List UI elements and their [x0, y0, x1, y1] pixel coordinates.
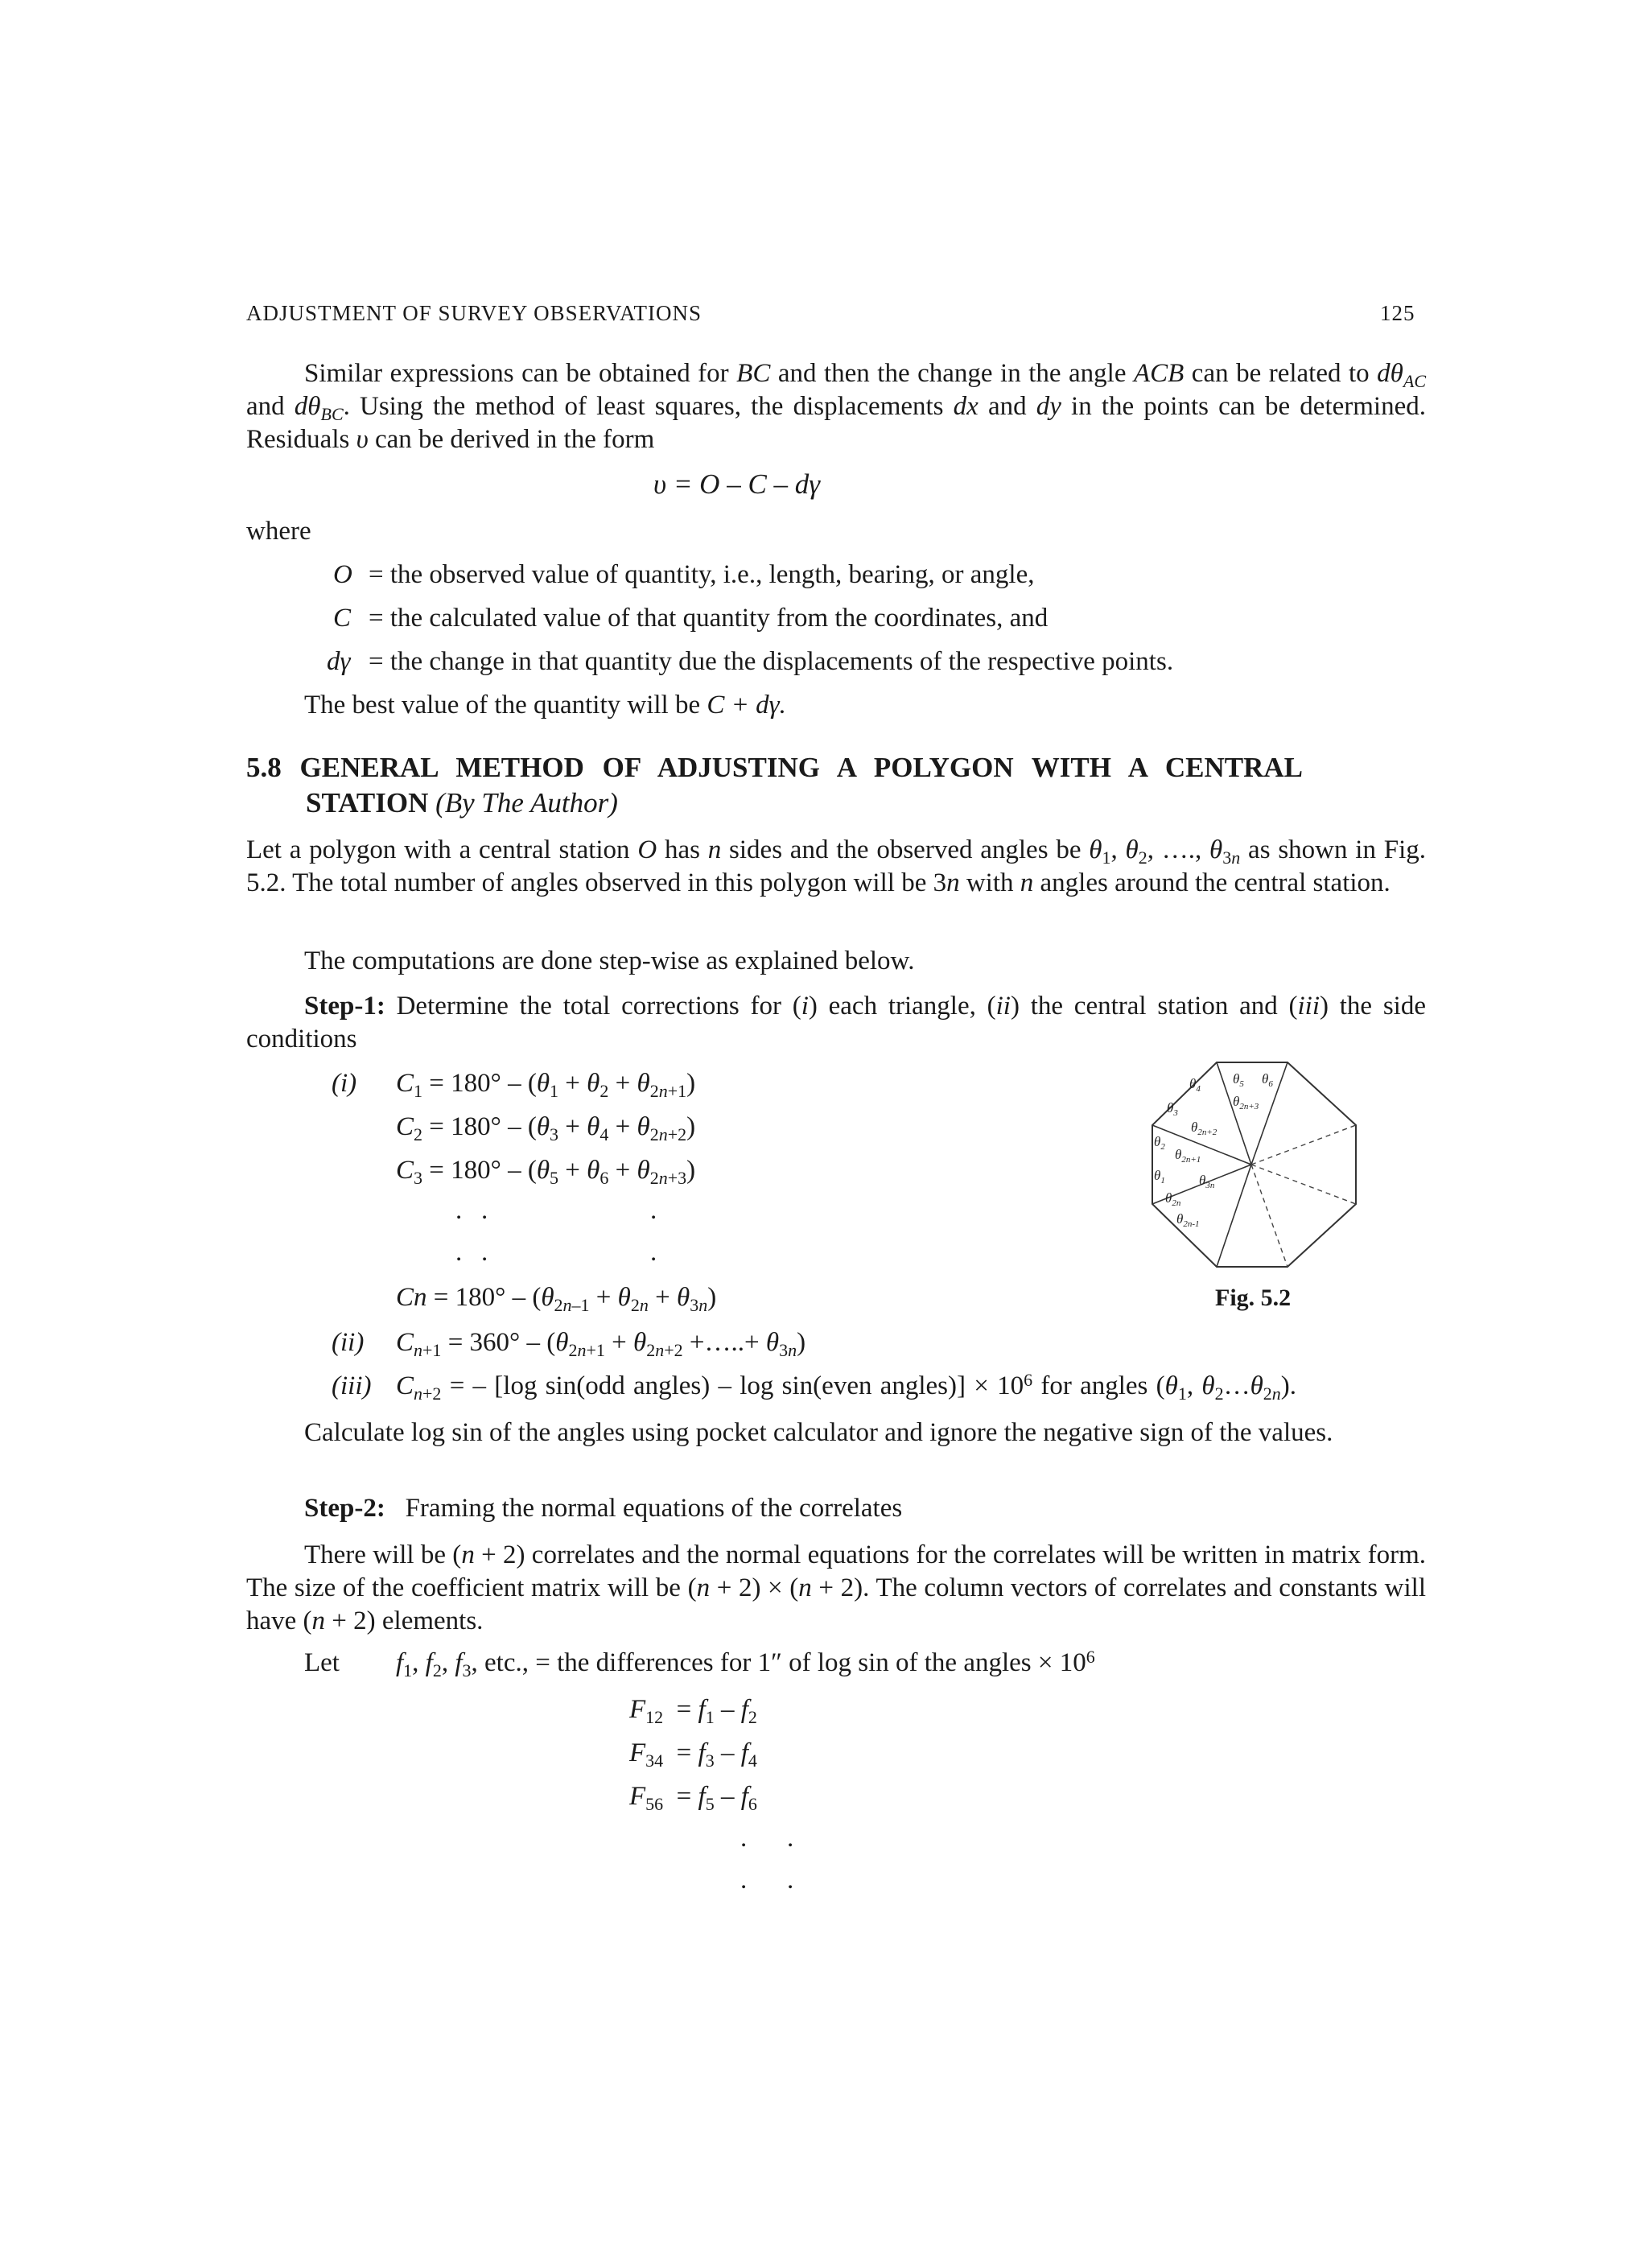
ellipsis-dot: . [740, 1866, 748, 1895]
section-heading: 5.8 GENERAL METHOD OF ADJUSTING A POLYGON WITH A CENTRAL [246, 752, 1303, 783]
def-C-text: = the calculated value of that quantity from the coordinates, and [369, 604, 1049, 633]
step1-paragraph: Step-1: Determine the total corrections for (i) each triangle, (ii) the central station and (iii) the side conditions [246, 992, 1426, 1054]
spoke-dashed [1251, 1165, 1288, 1267]
ellipsis-dot: . [787, 1866, 794, 1895]
angle-label-theta5: $\theta_5$ [1233, 1071, 1244, 1089]
equation-Cn: $Cn = 180^\circ - (\theta_{2n-1} + \theta_{2n} + \theta_{3n})$ [396, 1283, 717, 1315]
angle-label-theta2: $\theta_2$ [1154, 1134, 1165, 1152]
equation-C2: $C_2 = 180^\circ - (\theta_3 + \theta_4 + \theta_{2n+2})$ [396, 1112, 696, 1144]
calc-note-paragraph: Calculate log sin of the angles using pocket calculator and ignore the negative sign of the values. [304, 1418, 1333, 1447]
spoke-solid [1217, 1165, 1251, 1267]
page-number: 125 [1380, 301, 1415, 325]
section-heading-line2: STATION (By The Author) [306, 787, 618, 819]
angle-label-theta2n-1: $\theta_{2n-1}$ [1176, 1211, 1200, 1229]
equation-F34: $F_{34} = f_3 - f_4$ [629, 1738, 757, 1771]
ellipsis-dot: . [455, 1238, 463, 1267]
ellipsis-dot: . [650, 1196, 657, 1225]
angle-label-theta4: $\theta_4$ [1189, 1076, 1201, 1094]
angle-label-theta3: $\theta_3$ [1167, 1100, 1178, 1118]
def-C-symbol: C [333, 604, 352, 633]
residual-equation: υ = O – C – dγ [653, 468, 821, 500]
computations-sentence: The computations are done step-wise as explained below. [304, 946, 915, 975]
intro-paragraph: Similar expressions can be obtained for BC and then the change in the angle ACB can be related to $d\theta_{AC}$ and $d\theta_{BC}$. Using the method of least squares, the displacements dx and dy in the points can be determined. Residuals υ can be derived in the form [246, 359, 1426, 454]
correlates-paragraph: There will be (n + 2) correlates and the normal equations for the correlates will be written in matrix form. The size of the coefficient matrix will be (n + 2) × (n + 2). The column vectors of correlates and constants will have (n + 2) elements. [246, 1540, 1426, 1635]
angle-label-theta2n3: $\theta_{2n+3}$ [1233, 1094, 1259, 1111]
angle-label-theta1: $\theta_1$ [1154, 1168, 1165, 1186]
equation-Cn1: $C_{n+1} = 360^\circ - (\theta_{2n+1} + \theta_{2n+2}$ +…..+ $\theta_{3n}$) [396, 1328, 806, 1360]
def-O-text: = the observed value of quantity, i.e., length, bearing, or angle, [369, 560, 1035, 589]
def-O-symbol: O [333, 560, 352, 589]
polygon-figure [1143, 1059, 1368, 1276]
ellipsis-dot: . [787, 1824, 794, 1853]
equation-Cn2: $C_{n+2}$ = – [log sin(odd angles) – log sin(even angles)] × $10^6$ for angles ($\theta_1$, $\theta_2\dots\theta_{2n}$). [396, 1370, 1297, 1404]
ellipsis-dot: . [481, 1238, 488, 1267]
ellipsis-dot: . [740, 1824, 748, 1853]
item-iii-label: (iii) [332, 1371, 372, 1400]
spoke-solid [1251, 1062, 1288, 1165]
def-dgamma-symbol: dγ [327, 647, 351, 676]
let-definition: $f_1$, $f_2$, $f_3$, etc., = the differences for 1″ of log sin of the angles × $10^6$ [396, 1647, 1095, 1680]
best-value-sentence: The best value of the quantity will be C + dγ. [304, 691, 786, 720]
item-ii-label: (ii) [332, 1328, 365, 1357]
let-label: Let [304, 1648, 340, 1677]
angle-label-theta2n: $\theta_{2n}$ [1165, 1190, 1181, 1208]
ellipsis-dot: . [650, 1238, 657, 1267]
spoke-dashed [1251, 1125, 1356, 1165]
where-label: where [246, 517, 311, 546]
equation-F12: $F_{12} = f_1 - f_2$ [629, 1695, 757, 1727]
angle-label-theta3n: $\theta_{3n}$ [1199, 1173, 1215, 1190]
ellipsis-dot: . [455, 1196, 463, 1225]
ellipsis-dot: . [481, 1196, 488, 1225]
polygon-outline [1152, 1062, 1356, 1267]
item-i-label: (i) [332, 1069, 357, 1098]
equation-C3: $C_3 = 180^\circ - (\theta_5 + \theta_6 + \theta_{2n+3})$ [396, 1156, 696, 1188]
spoke-dashed [1251, 1165, 1356, 1204]
angle-label-theta2n1: $\theta_{2n+1}$ [1175, 1147, 1201, 1165]
angle-label-theta2n2: $\theta_{2n+2}$ [1191, 1120, 1217, 1137]
running-header-title: ADJUSTMENT OF SURVEY OBSERVATIONS [246, 301, 702, 325]
figure-caption: Fig. 5.2 [1215, 1285, 1292, 1311]
polygon-intro-paragraph: Let a polygon with a central station O has n sides and the observed angles be $\theta_1$, $\theta_2$, …., $\theta_{3n}$ as shown in Fig. 5.2. The total number of angles observed in this polygon will be 3n with n angles around the central station. [246, 835, 1427, 897]
angle-label-theta6: $\theta_6$ [1262, 1071, 1273, 1089]
equation-C1: $C_1 = 180^\circ - (\theta_1 + \theta_2 + \theta_{2n+1})$ [396, 1069, 696, 1101]
def-dgamma-text: = the change in that quantity due the displacements of the respective points. [369, 647, 1174, 676]
equation-F56: $F_{56} = f_5 - f_6$ [629, 1782, 757, 1814]
step2-line: Step-2: Framing the normal equations of the correlates [304, 1494, 903, 1523]
